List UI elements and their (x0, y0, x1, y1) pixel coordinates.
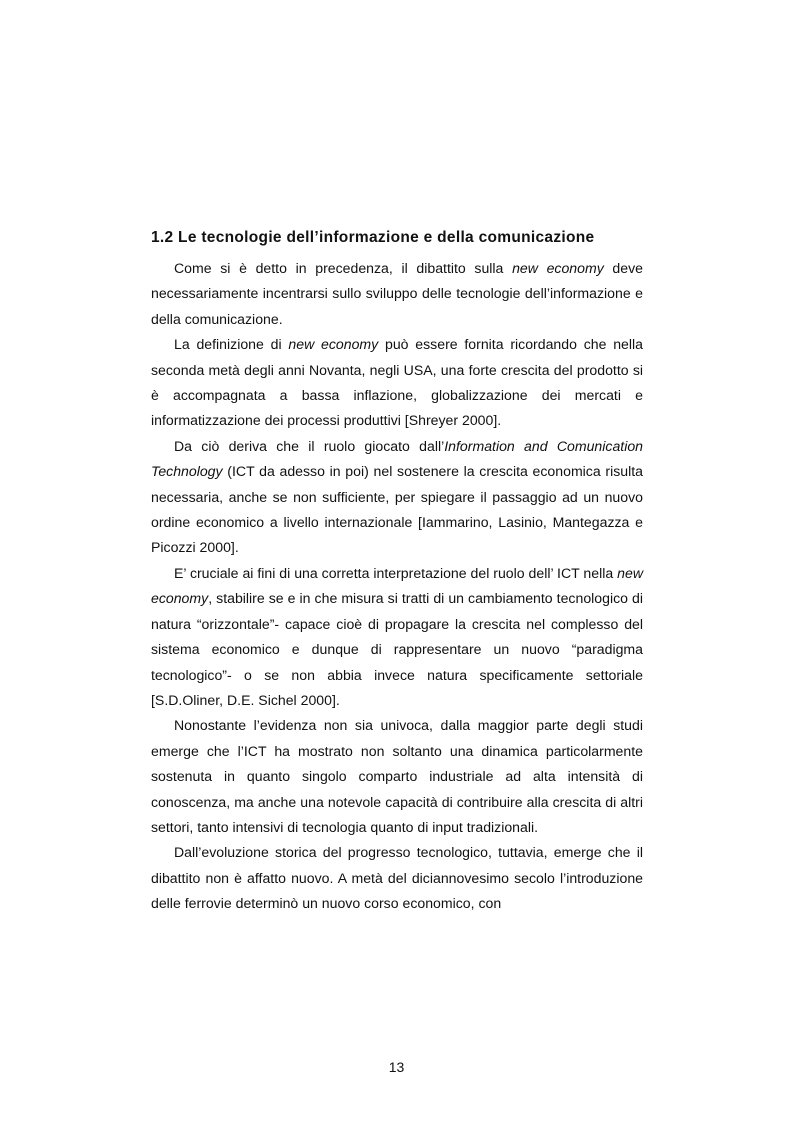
paragraph-6 (151, 840, 643, 916)
text-run: Dall’evoluzione storica del progresso tecnologico, tuttavia, emerge che il dibattito non è affatto nuovo. A metà del diciannovesimo secolo l’introduzione delle ferrovie determinò un nuovo corso economico, con (151, 844, 643, 912)
paragraph-4 (151, 561, 643, 713)
text-run: Come si è detto in precedenza, il dibattito sulla (174, 260, 513, 276)
paragraph-3 (151, 434, 643, 561)
paragraph-2 (151, 332, 643, 434)
italic-term: new economy (288, 336, 379, 353)
body-text (151, 256, 643, 917)
text-run: deve necessariamente incentrarsi sullo sviluppo delle tecnologie dell’informazione e della comunicazione. (151, 260, 643, 327)
text-run: E’ cruciale ai fini di una corretta interpretazione del ruolo dell’ ICT nella (174, 564, 618, 581)
text-run: La definizione di (174, 336, 289, 353)
text-run: Nonostante l’evidenza non sia univoca, dalla maggior parte degli studi emerge che l’ICT ha mostrato non soltanto una dinamica particolarmente sostenuta in quanto singolo comparto industriale ad alta intensità di conoscenza, ma anche una notevole capacità di contribuire alla crescita di altri settori, tanto intensivi di tecnologia quanto di input tradizionali. (151, 717, 643, 835)
italic-term: new economy (512, 260, 604, 276)
italic-term: new economy (151, 564, 643, 607)
italic-term: Information and Comunication Technology (151, 437, 644, 480)
paragraph-1 (151, 256, 643, 332)
text-run: (ICT da adesso in poi) nel sostenere la crescita economica risulta necessaria, anche se non sufficiente, per spiegare il passaggio ad un nuovo ordine economico a livello internazionale [Iammarino, Lasinio, Mantegazza e Picozzi 2000]. (151, 463, 643, 556)
section-heading: 1.2 Le tecnologie dell’informazione e della comunicazione (151, 229, 595, 246)
text-run: Da ciò deriva che il ruolo giocato dall’ (174, 437, 445, 454)
text-run: può essere fornita ricordando che nella seconda metà degli anni Novanta, negli USA, una forte crescita del prodotto si è accompagnata a bassa inflazione, globalizzazione dei mercati e informatizzazione dei processi produttivi [Shreyer 2000]. (151, 336, 643, 429)
text-run: , stabilire se e in che misura si tratti di un cambiamento tecnologico di natura “orizzontale”- capace cioè di propagare la crescita nel complesso del sistema economico e dunque di rappresentare un nuovo “paradigma tecnologico”- o se non abbia invece natura specificamente settoriale [S.D.Oliner, D.E. Sichel 2000]. (151, 590, 643, 708)
page-number: 13 (388, 1059, 405, 1075)
paragraph-5 (151, 713, 643, 840)
